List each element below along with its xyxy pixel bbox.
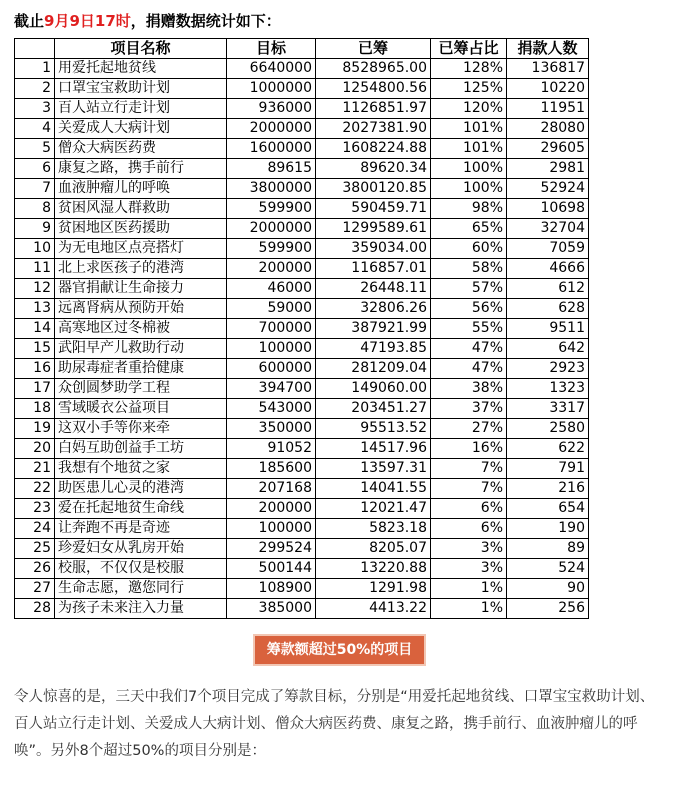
table-cell: 55% [431, 319, 507, 339]
table-cell: 350000 [227, 419, 316, 439]
table-cell: 190 [507, 519, 589, 539]
table-cell: 27 [15, 579, 55, 599]
table-cell: 394700 [227, 379, 316, 399]
table-cell: 387921.99 [316, 319, 431, 339]
table-cell: 1299589.61 [316, 219, 431, 239]
table-row [15, 339, 589, 359]
table-cell: 21 [15, 459, 55, 479]
table-cell: 14041.55 [316, 479, 431, 499]
table-row [15, 359, 589, 379]
table-cell: 1000000 [227, 79, 316, 99]
table-row [15, 419, 589, 439]
table-cell: 22 [15, 479, 55, 499]
table-row [15, 519, 589, 539]
stats-caption [14, 8, 281, 34]
table-cell: 校服，不仅仅是校服 [55, 559, 227, 579]
table-cell: 57% [431, 279, 507, 299]
table-cell: 僧众大病医药费 [55, 139, 227, 159]
table-row [15, 99, 589, 119]
table-cell: 1% [431, 579, 507, 599]
table-cell: 60% [431, 239, 507, 259]
table-cell: 108900 [227, 579, 316, 599]
table-cell: 23 [15, 499, 55, 519]
table-cell: 7059 [507, 239, 589, 259]
caption-prefix: 截止 [14, 12, 45, 30]
table-cell: 100000 [227, 519, 316, 539]
table-body [15, 59, 589, 619]
caption-suffix: ，捐赠数据统计如下： [130, 12, 281, 30]
table-cell: 10698 [507, 199, 589, 219]
table-cell: 128% [431, 59, 507, 79]
table-cell: 622 [507, 439, 589, 459]
table-cell: 91052 [227, 439, 316, 459]
section-banner: 筹款额超过50%的项目 [255, 636, 425, 664]
table-cell: 珍爱妇女从乳房开始 [55, 539, 227, 559]
table-row [15, 319, 589, 339]
caption-date: 9月9日17时 [44, 12, 131, 30]
table-cell: 为无电地区点亮搭灯 [55, 239, 227, 259]
table-cell: 关爱成人大病计划 [55, 119, 227, 139]
table-cell: 15 [15, 339, 55, 359]
table-cell: 血液肿瘤儿的呼唤 [55, 179, 227, 199]
table-cell: 100% [431, 179, 507, 199]
table-cell: 康复之路，携手前行 [55, 159, 227, 179]
table-cell: 4 [15, 119, 55, 139]
table-row [15, 559, 589, 579]
table-row [15, 239, 589, 259]
table-cell: 16 [15, 359, 55, 379]
table-cell: 98% [431, 199, 507, 219]
table-cell: 3800000 [227, 179, 316, 199]
table-cell: 256 [507, 599, 589, 619]
table-cell: 白妈互助创益手工坊 [55, 439, 227, 459]
table-cell: 136817 [507, 59, 589, 79]
table-row [15, 139, 589, 159]
table-cell: 599900 [227, 199, 316, 219]
table-row [15, 199, 589, 219]
table-cell: 100% [431, 159, 507, 179]
donation-stats-table [14, 38, 589, 619]
table-cell: 52924 [507, 179, 589, 199]
table-cell: 1323 [507, 379, 589, 399]
table-cell: 1126851.97 [316, 99, 431, 119]
table-cell: 216 [507, 479, 589, 499]
table-cell: 助医患儿心灵的港湾 [55, 479, 227, 499]
table-cell: 19 [15, 419, 55, 439]
table-cell: 18 [15, 399, 55, 419]
table-cell: 12021.47 [316, 499, 431, 519]
table-cell: 599900 [227, 239, 316, 259]
table-cell: 爱在托起地贫生命线 [55, 499, 227, 519]
table-row [15, 499, 589, 519]
table-cell: 10220 [507, 79, 589, 99]
table-cell: 高寒地区过冬棉被 [55, 319, 227, 339]
table-cell: 149060.00 [316, 379, 431, 399]
table-row [15, 179, 589, 199]
table-row [15, 539, 589, 559]
table-cell: 14517.96 [316, 439, 431, 459]
table-row [15, 579, 589, 599]
table-cell: 6% [431, 519, 507, 539]
table-cell: 612 [507, 279, 589, 299]
table-cell: 2981 [507, 159, 589, 179]
table-cell: 生命志愿，邀您同行 [55, 579, 227, 599]
table-cell: 1254800.56 [316, 79, 431, 99]
table-cell: 89615 [227, 159, 316, 179]
table-cell: 524 [507, 559, 589, 579]
table-cell: 628 [507, 299, 589, 319]
table-cell: 1 [15, 59, 55, 79]
table-cell: 口罩宝宝救助计划 [55, 79, 227, 99]
table-cell: 100000 [227, 339, 316, 359]
table-cell: 89 [507, 539, 589, 559]
table-cell: 27% [431, 419, 507, 439]
table-cell: 32704 [507, 219, 589, 239]
table-cell: 120% [431, 99, 507, 119]
table-cell: 600000 [227, 359, 316, 379]
table-cell: 654 [507, 499, 589, 519]
banner-wrap [0, 636, 679, 664]
table-cell: 200000 [227, 259, 316, 279]
table-cell: 281209.04 [316, 359, 431, 379]
table-cell: 8 [15, 199, 55, 219]
table-cell: 203451.27 [316, 399, 431, 419]
table-cell: 207168 [227, 479, 316, 499]
table-cell: 远离肾病从预防开始 [55, 299, 227, 319]
table-cell: 700000 [227, 319, 316, 339]
table-cell: 3317 [507, 399, 589, 419]
table-cell: 125% [431, 79, 507, 99]
table-cell: 2000000 [227, 219, 316, 239]
table-cell: 543000 [227, 399, 316, 419]
table-cell: 为孩子未来注入力量 [55, 599, 227, 619]
table-row [15, 59, 589, 79]
table-cell: 百人站立行走计划 [55, 99, 227, 119]
table-cell: 185600 [227, 459, 316, 479]
table-cell: 385000 [227, 599, 316, 619]
table-cell: 791 [507, 459, 589, 479]
table-cell: 90 [507, 579, 589, 599]
table-cell: 47% [431, 359, 507, 379]
table-cell: 17 [15, 379, 55, 399]
table-cell: 58% [431, 259, 507, 279]
header-cell: 已筹 [316, 39, 431, 59]
table-cell: 14 [15, 319, 55, 339]
table-row [15, 259, 589, 279]
table-cell: 47193.85 [316, 339, 431, 359]
table-cell: 6% [431, 499, 507, 519]
header-cell: 项目名称 [55, 39, 227, 59]
table-cell: 56% [431, 299, 507, 319]
table-row [15, 459, 589, 479]
table-cell: 28080 [507, 119, 589, 139]
table-cell: 这双小手等你来牵 [55, 419, 227, 439]
table-cell: 6640000 [227, 59, 316, 79]
table-cell: 13 [15, 299, 55, 319]
table-cell: 5823.18 [316, 519, 431, 539]
table-cell: 9 [15, 219, 55, 239]
table-cell: 20 [15, 439, 55, 459]
table-row [15, 439, 589, 459]
table-cell: 12 [15, 279, 55, 299]
table-header-row [15, 39, 589, 59]
table-cell: 3% [431, 539, 507, 559]
table-cell: 4413.22 [316, 599, 431, 619]
table-row [15, 279, 589, 299]
header-cell: 已筹占比 [431, 39, 507, 59]
table-cell: 642 [507, 339, 589, 359]
table-cell: 89620.34 [316, 159, 431, 179]
table-cell: 众创圆梦助学工程 [55, 379, 227, 399]
table-cell: 我想有个地贫之家 [55, 459, 227, 479]
table-cell: 器官捐献让生命接力 [55, 279, 227, 299]
table-cell: 11951 [507, 99, 589, 119]
table-cell: 299524 [227, 539, 316, 559]
table-row [15, 479, 589, 499]
table-cell: 1600000 [227, 139, 316, 159]
table-cell: 助尿毒症者重拾健康 [55, 359, 227, 379]
table-cell: 95513.52 [316, 419, 431, 439]
table-row [15, 219, 589, 239]
table-row [15, 159, 589, 179]
table-cell: 贫困风湿人群救助 [55, 199, 227, 219]
table-cell: 3 [15, 99, 55, 119]
table-cell: 7% [431, 479, 507, 499]
header-cell [15, 39, 55, 59]
table-row [15, 379, 589, 399]
table-cell: 贫困地区医药援助 [55, 219, 227, 239]
table-cell: 2 [15, 79, 55, 99]
table-cell: 590459.71 [316, 199, 431, 219]
header-cell: 捐款人数 [507, 39, 589, 59]
table-cell: 1291.98 [316, 579, 431, 599]
table-cell: 武阳早产儿救助行动 [55, 339, 227, 359]
table-cell: 936000 [227, 99, 316, 119]
table-cell: 2000000 [227, 119, 316, 139]
table-cell: 7% [431, 459, 507, 479]
table-cell: 2580 [507, 419, 589, 439]
table-cell: 13597.31 [316, 459, 431, 479]
table-cell: 65% [431, 219, 507, 239]
table-cell: 26448.11 [316, 279, 431, 299]
table-cell: 38% [431, 379, 507, 399]
table-cell: 雪域暖衣公益项目 [55, 399, 227, 419]
table-cell: 47% [431, 339, 507, 359]
table-cell: 46000 [227, 279, 316, 299]
table-cell: 11 [15, 259, 55, 279]
table-row [15, 79, 589, 99]
table-cell: 24 [15, 519, 55, 539]
table-cell: 9511 [507, 319, 589, 339]
table-cell: 13220.88 [316, 559, 431, 579]
table-cell: 7 [15, 179, 55, 199]
table-cell: 2027381.90 [316, 119, 431, 139]
table-cell: 5 [15, 139, 55, 159]
table-cell: 116857.01 [316, 259, 431, 279]
table-cell: 1608224.88 [316, 139, 431, 159]
table-cell: 101% [431, 139, 507, 159]
table-cell: 359034.00 [316, 239, 431, 259]
table-cell: 101% [431, 119, 507, 139]
table-cell: 8528965.00 [316, 59, 431, 79]
table-cell: 28 [15, 599, 55, 619]
table-cell: 16% [431, 439, 507, 459]
table-row [15, 599, 589, 619]
table-cell: 6 [15, 159, 55, 179]
table-row [15, 119, 589, 139]
table-cell: 25 [15, 539, 55, 559]
header-cell: 目标 [227, 39, 316, 59]
summary-paragraph: 令人惊喜的是，三天中我们7个项目完成了筹款目标，分别是“用爱托起地贫线、口罩宝宝救助计划、百人站立行走计划、关爱成人大病计划、僧众大病医药费、康复之路，携手前行、血液肿瘤儿的呼唤”。另外8个超过50%的项目分别是： [14, 689, 655, 759]
table-cell: 32806.26 [316, 299, 431, 319]
table-cell: 37% [431, 399, 507, 419]
table-cell: 2923 [507, 359, 589, 379]
table-cell: 3800120.85 [316, 179, 431, 199]
table-cell: 用爱托起地贫线 [55, 59, 227, 79]
table-cell: 3% [431, 559, 507, 579]
table-cell: 8205.07 [316, 539, 431, 559]
table-cell: 200000 [227, 499, 316, 519]
table-cell: 26 [15, 559, 55, 579]
table-cell: 4666 [507, 259, 589, 279]
table-cell: 北上求医孩子的港湾 [55, 259, 227, 279]
table-cell: 59000 [227, 299, 316, 319]
table-cell: 1% [431, 599, 507, 619]
table-cell: 10 [15, 239, 55, 259]
table-row [15, 399, 589, 419]
table-cell: 让奔跑不再是奇迹 [55, 519, 227, 539]
table-cell: 29605 [507, 139, 589, 159]
table-cell: 500144 [227, 559, 316, 579]
table-row [15, 299, 589, 319]
